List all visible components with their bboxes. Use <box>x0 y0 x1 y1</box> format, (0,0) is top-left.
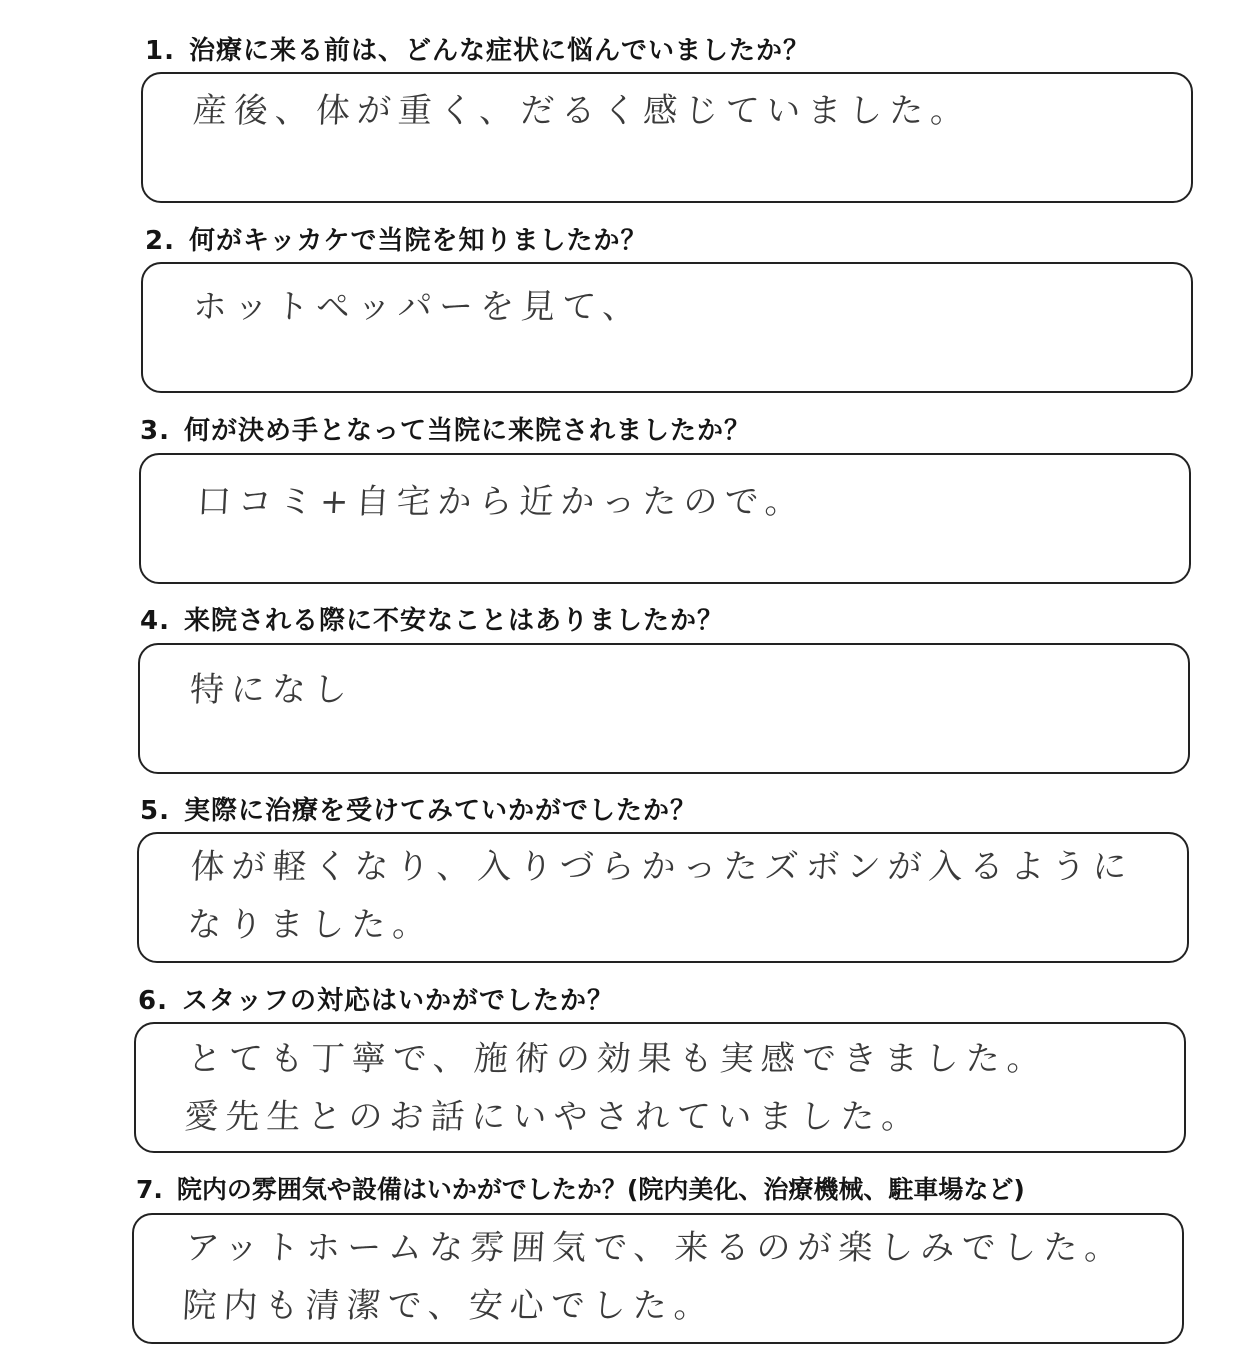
question-3 <box>140 410 751 447</box>
answer-box-1 <box>141 72 1193 203</box>
answer-line: 特になし <box>188 670 356 710</box>
question-5 <box>140 790 697 827</box>
question-number: 2. <box>145 226 175 256</box>
question-number: 4. <box>140 606 170 636</box>
answer-box-4 <box>138 643 1190 774</box>
answer-line: 愛先生とのお話にいやされていました。 <box>183 1097 924 1137</box>
answer-box-3 <box>139 453 1191 584</box>
question-text: 治療に来る前は、どんな症状に悩んでいましたか？ <box>188 36 810 66</box>
question-1 <box>145 30 810 67</box>
question-2 <box>145 220 647 257</box>
question-text: 院内の雰囲気や設備はいかがでしたか？(院内美化、治療機械、駐車場など) <box>176 1175 1025 1204</box>
question-number: 1. <box>145 36 175 66</box>
question-7 <box>136 1170 1025 1206</box>
answer-4 <box>188 661 1149 719</box>
answer-line: とても丁寧で、施術の効果も実感できました。 <box>186 1039 1049 1079</box>
question-number: 7. <box>136 1175 163 1204</box>
answer-box-6 <box>134 1022 1186 1153</box>
question-number: 3. <box>140 416 170 446</box>
answer-line: アットホームな雰囲気で、来るのが楽しみでした。 <box>184 1228 1127 1268</box>
answer-5 <box>186 838 1150 954</box>
answer-line: 体が軽くなり、入りづらかったズボンが入るように <box>189 847 1135 887</box>
answer-box-5 <box>137 832 1189 963</box>
answer-box-7 <box>132 1213 1184 1344</box>
question-number: 6. <box>138 986 168 1016</box>
answer-line: なりました。 <box>186 905 435 945</box>
question-4 <box>140 600 724 637</box>
answer-line: 院内も清潔で、安心でした。 <box>181 1286 716 1326</box>
answer-2 <box>191 278 1152 336</box>
answer-line: ホットペッパーを見て、 <box>191 287 645 327</box>
answer-line: 口コミ+自宅から近かったので。 <box>195 482 807 522</box>
answer-6 <box>183 1030 1147 1146</box>
question-number: 5. <box>140 796 170 826</box>
answer-line: 産後、体が重く、だるく感じていました。 <box>191 91 973 131</box>
question-text: スタッフの対応はいかがでしたか？ <box>181 986 614 1016</box>
answer-7 <box>181 1219 1145 1335</box>
question-text: 来院される際に不安なことはありましたか？ <box>183 606 724 636</box>
answer-3 <box>195 473 1150 531</box>
question-6 <box>138 980 614 1017</box>
answer-box-2 <box>141 262 1193 393</box>
question-text: 実際に治療を受けてみていかがでしたか？ <box>183 796 697 826</box>
question-text: 何が決め手となって当院に来院されましたか？ <box>183 416 751 446</box>
answer-1 <box>191 82 1152 140</box>
question-text: 何がキッカケで当院を知りましたか？ <box>188 226 648 256</box>
